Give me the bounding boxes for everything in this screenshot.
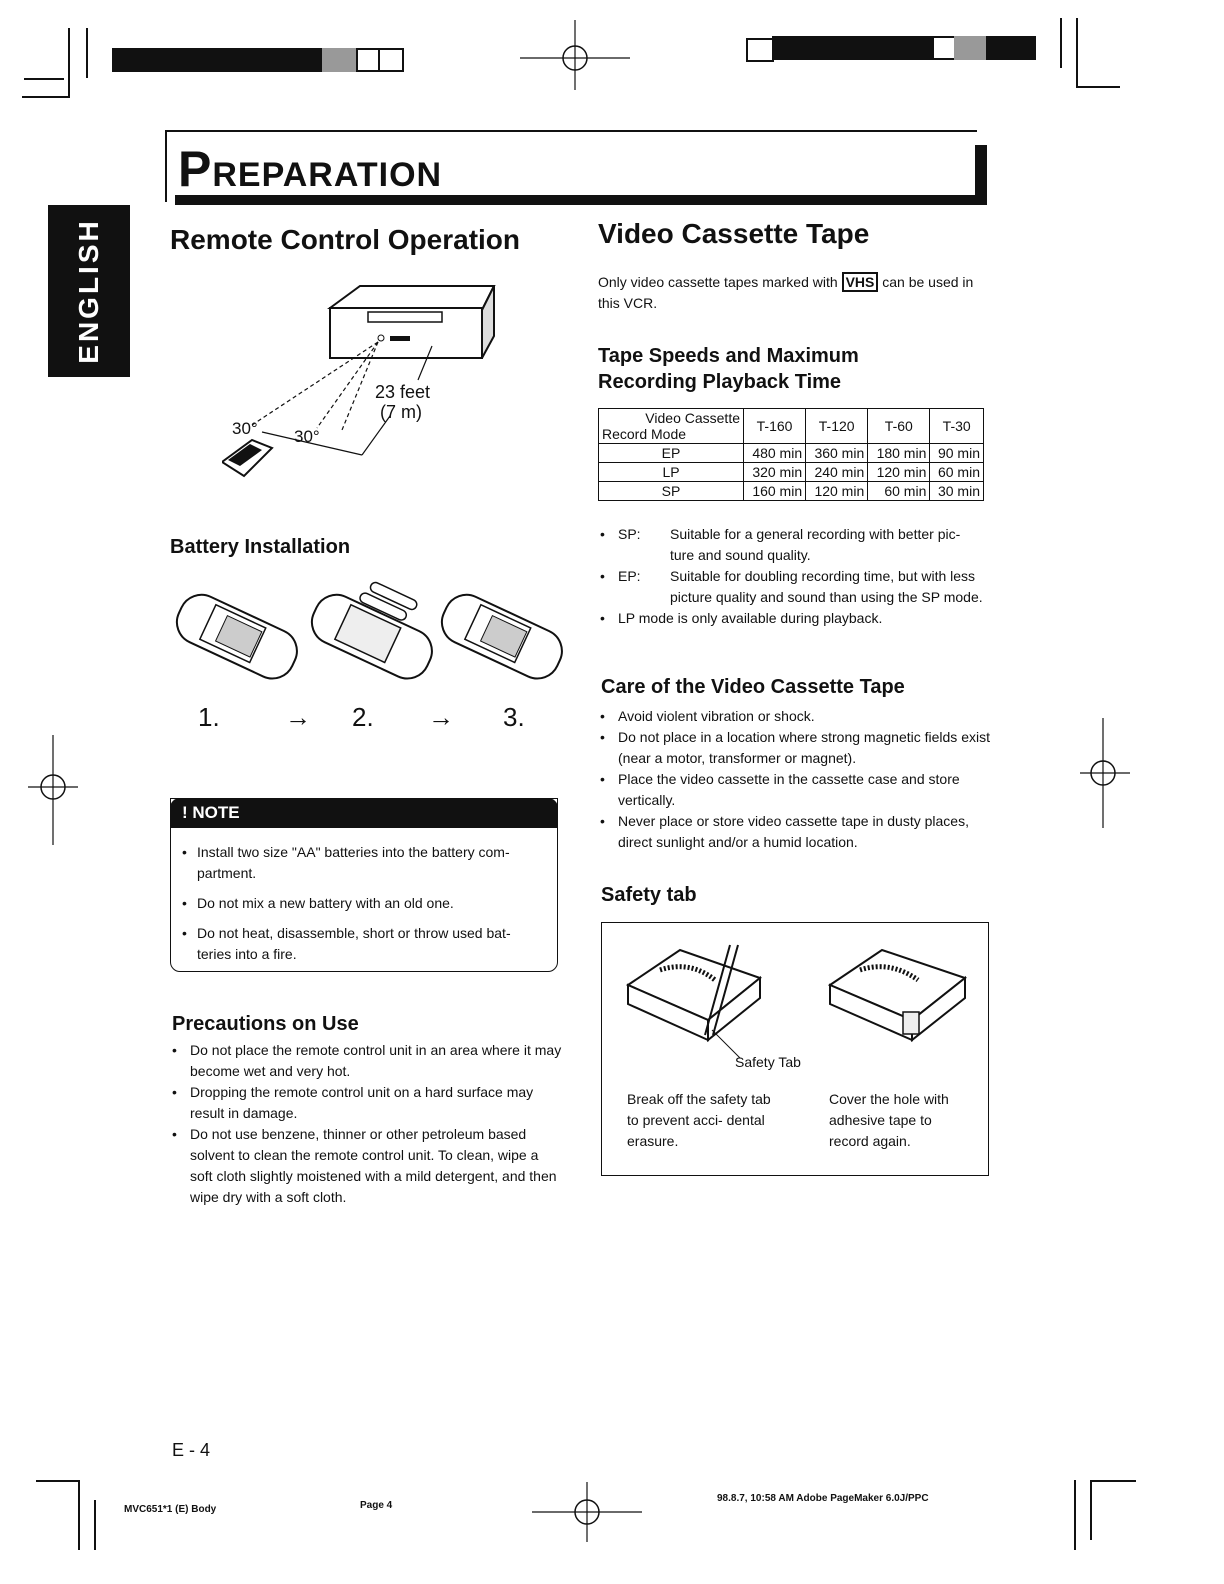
mode-text: Suitable for doubling recording time, but with less picture quality and sound than using the SP mode. xyxy=(670,568,983,605)
registration-swatch xyxy=(954,36,986,60)
list-item: • Do not use benzene, thinner or other petroleum based solvent to clean the remote control unit. To clean, wipe a soft cloth slightly moistened with a mild detergent, and then wipe dry with a soft cloth. xyxy=(172,1126,557,1205)
table-cell: 240 min xyxy=(806,463,868,482)
column-header: T-160 xyxy=(744,409,806,444)
safety-left-caption: Break off the safety tab to prevent acci- dental erasure. xyxy=(627,1091,771,1149)
footer-center: Page 4 xyxy=(360,1500,393,1511)
note-header xyxy=(170,798,558,828)
table-cell: 360 min xyxy=(806,444,868,463)
list-item: • LP mode is only available during playback. xyxy=(600,610,883,626)
care-text: Avoid violent vibration or shock. xyxy=(618,708,815,724)
care-text: Never place or store video cassette tape in dusty places, direct sunlight and/or a humid location. xyxy=(618,813,969,850)
care-text: Place the video cassette in the cassette case and store vertically. xyxy=(618,771,960,808)
list-item: • Avoid violent vibration or shock. xyxy=(600,708,815,724)
list-item: • Do not place in a location where strong magnetic fields exist (near a motor, transformer or magnet). xyxy=(600,729,990,766)
speeds-heading xyxy=(598,343,859,395)
list-item: • Place the video cassette in the cassette case and store vertically. xyxy=(600,771,960,808)
registration-swatch xyxy=(322,48,356,72)
crop-mark xyxy=(94,1500,96,1550)
table-cell: 120 min xyxy=(868,463,930,482)
registration-bar-right xyxy=(772,36,932,60)
table-cell: 180 min xyxy=(868,444,930,463)
step-3: 3. xyxy=(503,702,525,732)
step-arrow: → xyxy=(428,702,454,732)
precautions-list xyxy=(170,1040,562,1208)
safety-tab-illustration xyxy=(620,940,970,1070)
remote-range-diagram xyxy=(222,280,502,490)
safety-heading: Safety tab xyxy=(601,884,697,906)
note-item-text: Do not mix a new battery with an old one. xyxy=(197,895,454,911)
mode-text: Suitable for a general recording with better pic- ture and sound quality. xyxy=(670,526,961,563)
crosshair-icon xyxy=(532,1482,642,1542)
care-text: Do not place in a location where strong magnetic fields exist (near a motor, transformer or magnet). xyxy=(618,729,990,766)
table-header-row xyxy=(599,409,984,444)
table-cell: 90 min xyxy=(930,444,984,463)
row-mode: SP xyxy=(599,482,744,501)
footer-left: MVC651*1 (E) Body xyxy=(124,1504,217,1515)
list-item: • Do not heat, disassemble, short or throw used bat- teries into a fire. xyxy=(182,925,511,962)
language-tab xyxy=(48,205,130,377)
mode-list xyxy=(598,524,988,629)
range-distance: 23 feet xyxy=(375,382,431,402)
crosshair-icon xyxy=(28,735,78,845)
table-cell: 30 min xyxy=(930,482,984,501)
registration-swatch xyxy=(746,38,774,62)
angle-left: 30° xyxy=(232,419,258,438)
table-corner xyxy=(599,409,744,444)
table-cell: 320 min xyxy=(744,463,806,482)
list-item: • Dropping the remote control unit on a hard surface may result in damage. xyxy=(172,1084,534,1121)
page-number: E - 4 xyxy=(172,1440,211,1460)
registration-swatch xyxy=(378,48,404,72)
note-title: ! NOTE xyxy=(182,803,240,822)
step-2: 2. xyxy=(352,702,374,732)
registration-swatch xyxy=(932,36,956,60)
remote-heading: Remote Control Operation xyxy=(170,224,521,255)
registration-bar-right xyxy=(986,36,1036,60)
lp-note: LP mode is only available during playback. xyxy=(618,610,883,626)
crop-mark xyxy=(1060,18,1062,68)
vhs-logo: VHS xyxy=(842,272,879,292)
language-tab-label: ENGLISH xyxy=(73,218,104,364)
page-title xyxy=(178,140,442,198)
precaution-text: Dropping the remote control unit on a hard surface may result in damage. xyxy=(190,1084,534,1121)
crop-mark xyxy=(1078,86,1120,88)
table-row xyxy=(599,482,984,501)
list-item: • Do not place the remote control unit in an area where it may become wet and very hot. xyxy=(172,1042,562,1079)
range-distance-metric: (7 m) xyxy=(380,402,422,422)
crop-mark xyxy=(22,96,70,98)
step-arrow: → xyxy=(285,702,311,732)
list-item: • Install two size "AA" batteries into the battery com- partment. xyxy=(182,844,510,881)
corner-bottom: Record Mode xyxy=(602,426,687,442)
safety-right-caption: Cover the hole with adhesive tape to record again. xyxy=(829,1091,949,1149)
row-mode: LP xyxy=(599,463,744,482)
table-cell: 120 min xyxy=(806,482,868,501)
mode-label: EP: xyxy=(618,568,641,584)
table-row xyxy=(599,444,984,463)
step-1: 1. xyxy=(198,702,220,732)
care-list xyxy=(598,706,990,853)
list-item: • Do not mix a new battery with an old one. xyxy=(182,895,454,911)
note-item-text: Install two size "AA" batteries into the battery com- partment. xyxy=(197,844,510,881)
tape-speed-table xyxy=(598,408,984,501)
list-item: • EP: Suitable for doubling recording time, but with less picture quality and sound than using the SP mode. xyxy=(600,568,983,605)
table-cell: 480 min xyxy=(744,444,806,463)
safety-tab-label: Safety Tab xyxy=(735,1054,801,1070)
registration-bar-left xyxy=(112,48,322,72)
table-cell: 160 min xyxy=(744,482,806,501)
crop-mark xyxy=(1090,1480,1092,1540)
care-heading: Care of the Video Cassette Tape xyxy=(601,676,905,698)
crop-mark xyxy=(68,28,70,98)
crosshair-icon xyxy=(1080,718,1130,828)
precaution-text: Do not use benzene, thinner or other petroleum based solvent to clean the remote control unit. To clean, wipe a soft cloth slightly moistened with a mild detergent, and then wipe dry with a soft cloth. xyxy=(190,1126,557,1205)
column-header: T-120 xyxy=(806,409,868,444)
footer-right: 98.8.7, 10:58 AM Adobe PageMaker 6.0J/PPC xyxy=(717,1493,929,1504)
title-rest: REPARATION xyxy=(212,156,443,194)
crosshair-icon xyxy=(520,20,630,90)
table-row xyxy=(599,463,984,482)
column-header: T-30 xyxy=(930,409,984,444)
title-initial: P xyxy=(178,141,213,197)
crop-mark xyxy=(86,28,88,78)
corner-top: Video Cassette xyxy=(645,410,740,426)
crop-mark xyxy=(36,1480,78,1482)
crop-mark xyxy=(78,1480,80,1550)
intro-text: Only video cassette tapes marked with xyxy=(598,274,838,290)
table-cell: 60 min xyxy=(930,463,984,482)
mode-label: SP: xyxy=(618,526,641,542)
note-list xyxy=(180,842,548,965)
speeds-heading-line: Recording Playback Time xyxy=(598,371,842,393)
list-item: • SP: Suitable for a general recording with better pic- ture and sound quality. xyxy=(600,526,961,563)
angle-right: 30° xyxy=(294,427,320,446)
vct-intro xyxy=(598,272,990,314)
intro-text: can be used in this VCR. xyxy=(598,274,974,311)
row-mode: EP xyxy=(599,444,744,463)
speeds-heading-line: Tape Speeds and Maximum xyxy=(598,345,859,367)
precaution-text: Do not place the remote control unit in an area where it may become wet and very hot. xyxy=(190,1042,562,1079)
battery-installation-illustration xyxy=(168,570,568,700)
list-item: • Never place or store video cassette tape in dusty places, direct sunlight and/or a humid location. xyxy=(600,813,969,850)
crop-mark xyxy=(1074,1480,1076,1550)
note-item-text: Do not heat, disassemble, short or throw used bat- teries into a fire. xyxy=(197,925,511,962)
crop-mark xyxy=(1076,18,1078,88)
crop-mark xyxy=(1090,1480,1136,1482)
precautions-heading: Precautions on Use xyxy=(172,1013,359,1035)
table-cell: 60 min xyxy=(868,482,930,501)
registration-swatch xyxy=(356,48,380,72)
column-header: T-60 xyxy=(868,409,930,444)
battery-heading: Battery Installation xyxy=(170,536,351,558)
vct-heading: Video Cassette Tape xyxy=(598,218,870,249)
crop-mark xyxy=(24,78,64,80)
